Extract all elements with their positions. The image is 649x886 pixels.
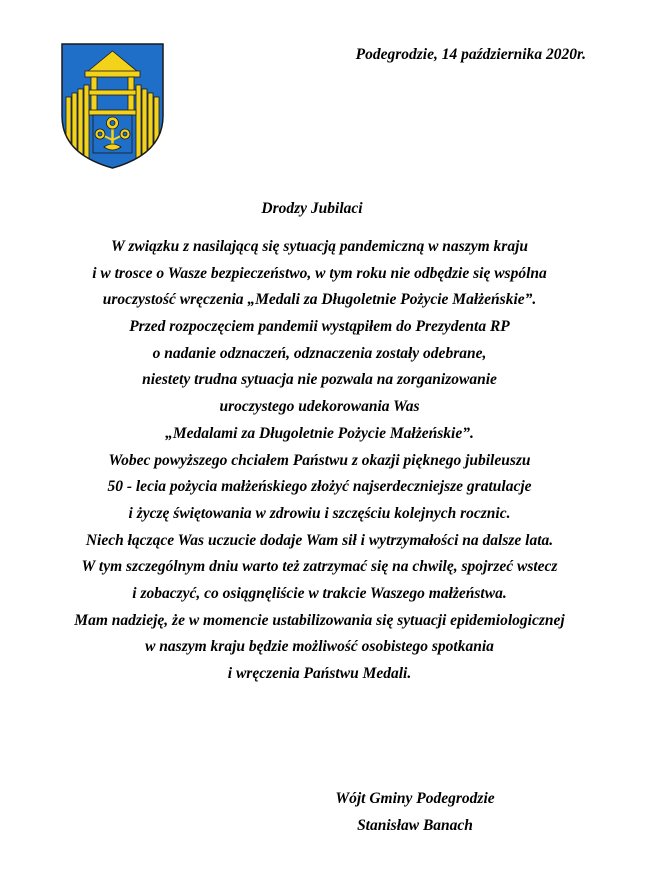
letter-body	[0, 234, 649, 688]
letter-line: uroczystego udekorowania Was	[219, 398, 420, 416]
letter-line: W tym szczególnym dniu warto też zatrzymać się na chwilę, spojrzeć wstecz	[81, 558, 558, 576]
letter-line: niestety trudna sytuacja nie pozwala na zorganizowanie	[142, 371, 497, 389]
signature-name: Stanisław Banach	[357, 817, 473, 834]
letter-line: „Medalami za Długoletnie Pożycie Małżeńskie”.	[165, 424, 474, 442]
signature-block	[320, 785, 510, 839]
signature-title: Wójt Gminy Podegrodzie	[335, 790, 495, 807]
letter-line: i wręczenia Państwu Medali.	[227, 665, 412, 682]
letter-line: w naszym kraju będzie możliwość osobistego spotkania	[145, 638, 494, 656]
letter-line: uroczystość wręczenia „Medali za Długoletnie Pożycie Małżeńskie”.	[102, 291, 537, 309]
letter-line: Niech łączące Was uczucie dodaje Wam sił i wytrzymałości na dalsze lata.	[85, 531, 554, 549]
letter-line: Wobec powyższego chciałem Państwu z okazji pięknego jubileuszu	[108, 451, 531, 469]
letter-line: 50 - lecia pożycia małżeńskiego złożyć najserdeczniejsze gratulacje	[107, 478, 532, 496]
letter-line: i życzę świętowania w zdrowiu i szczęściu kolejnych rocznic.	[128, 504, 511, 522]
letter-line: i zobaczyć, co osiągnęliście w trakcie Waszego małżeństwa.	[132, 584, 507, 602]
letter-line: Przed rozpoczęciem pandemii wystąpiłem do Prezydenta RP	[129, 318, 510, 336]
coat-of-arms-crest	[60, 42, 165, 170]
letter-line: Mam nadzieję, że w momencie ustabilizowania się sytuacji epidemiologicznej	[74, 611, 565, 629]
letter-line: o nadanie odznaczeń, odznaczenia zostały odebrane,	[152, 344, 487, 362]
letter-line: i w trosce o Wasze bezpieczeństwo, w tym roku nie odbędzie się wspólna	[92, 264, 547, 282]
letter-line: W związku z nasilającą się sytuacją pandemiczną w naszym kraju	[111, 238, 528, 255]
salutation: Drodzy Jubilaci	[261, 200, 363, 217]
date-line: Podegrodzie, 14 października 2020r.	[355, 46, 586, 63]
